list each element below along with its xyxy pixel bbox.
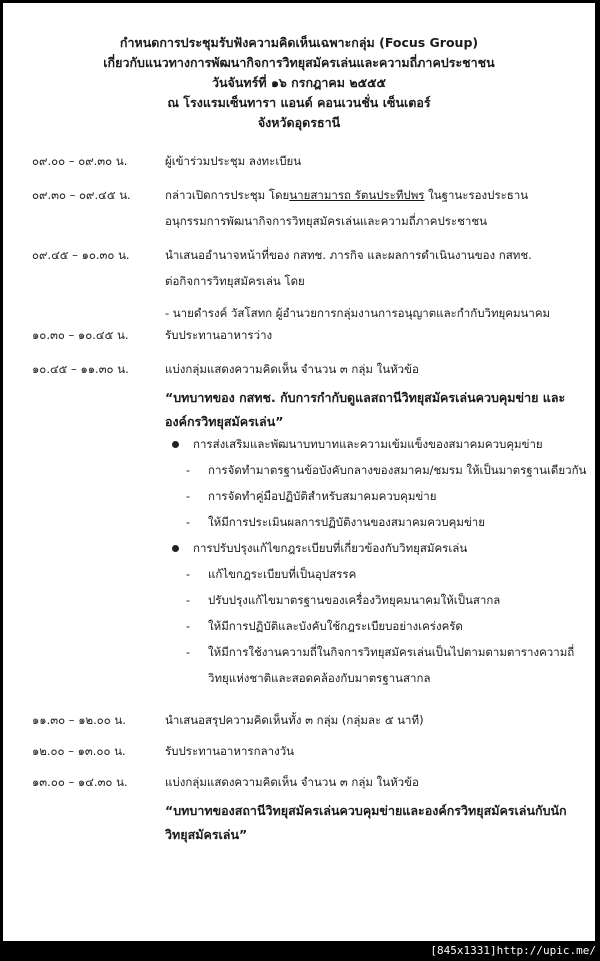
schedule-desc: ผู้เข้าร่วมประชุม ลงทะเบียน (165, 154, 302, 168)
speaker-line: - นายดำรงค์ วัสโสทก ผู้อำนวยการกลุ่มงานการอนุญาตและกำกับวิทยุคมนาคม (165, 306, 551, 320)
watermark-text: [845x1331]http://upic.me/ (430, 944, 596, 957)
header-title: กำหนดการประชุมรับฟังความคิดเห็นเฉพาะกลุ่ม (Focus Group) (119, 35, 479, 50)
bullet-text: การปรับปรุงแก้ไขกฎระเบียบที่เกี่ยวข้องกับวิทยุสมัครเล่น (193, 541, 468, 555)
topic-quote (165, 799, 575, 847)
schedule-desc: นำเสนออำนาจหน้าที่ของ กสทช. ภารกิจ และผลการดำเนินงานของ กสทช. (165, 248, 532, 262)
schedule-desc: อนุกรรมการพัฒนากิจการวิทยุสมัครเล่นและความถี่ภาคประชาชน (165, 214, 488, 228)
schedule-desc: แบ่งกลุ่มแสดงความคิดเห็น จำนวน ๓ กลุ่ม ในหัวข้อ (165, 775, 419, 789)
desc-text: ในฐานะรองประธาน (424, 188, 529, 202)
schedule-time: ๑๐.๓๐ – ๑๐.๔๕ น. (32, 328, 129, 342)
topic-line: องค์กรวิทยุสมัครเล่น” (165, 414, 284, 429)
topic-line: “บทบาทของสถานีวิทยุสมัครเล่นควบคุมข่ายและองค์กรวิทยุสมัครเล่นกับนัก (165, 803, 567, 818)
dash-icon: - (186, 463, 191, 477)
schedule-time: ๑๐.๔๕ – ๑๑.๓๐ น. (32, 362, 129, 376)
schedule-desc: รับประทานอาหารกลางวัน (165, 744, 295, 758)
schedule-time: ๑๒.๐๐ – ๑๓.๐๐ น. (32, 744, 126, 758)
dash-icon: - (186, 567, 191, 581)
header-venue: ณ โรงแรมเซ็นทารา แอนด์ คอนเวนชั่น เซ็นเตอร์ (167, 95, 431, 110)
schedule-time: ๐๙.๔๕ – ๑๐.๓๐ น. (32, 248, 130, 262)
schedule-desc (165, 182, 575, 208)
header-subtitle: เกี่ยวกับแนวทางการพัฒนากิจการวิทยุสมัครเล่นและความถี่ภาคประชาชน (103, 55, 495, 70)
schedule-desc: นำเสนอสรุปความคิดเห็นทั้ง ๓ กลุ่ม (กลุ่มละ ๕ นาที) (165, 713, 424, 727)
document-header (3, 33, 595, 133)
dash-icon: - (186, 619, 191, 633)
sub-text: ให้มีการใช้งานความถี่ในกิจการวิทยุสมัครเล่นเป็นไปตามตามตารางความถี่ (208, 645, 575, 659)
schedule-time: ๑๑.๓๐ – ๑๒.๐๐ น. (32, 713, 126, 727)
watermark-bar (0, 941, 600, 961)
header-date: วันจันทร์ที่ ๑๖ กรกฎาคม ๒๕๕๕ (211, 75, 387, 90)
schedule-time: ๑๓.๐๐ – ๑๔.๓๐ น. (32, 775, 128, 789)
speaker-name: นายสามารถ รัตนประทีปพร (289, 188, 425, 202)
bullet-text: การส่งเสริมและพัฒนาบทบาทและความเข้มแข็งของสมาคมควบคุมข่าย (193, 437, 543, 451)
sub-text: ให้มีการประเมินผลการปฏิบัติงานของสมาคมควบคุมข่าย (208, 515, 485, 529)
document-page (3, 3, 595, 941)
sub-text: แก้ไขกฎระเบียบที่เป็นอุปสรรค (208, 567, 357, 581)
dash-icon: - (186, 645, 191, 659)
sub-text: ปรับปรุงแก้ไขมาตรฐานของเครื่องวิทยุคมนาคมให้เป็นสากล (208, 593, 501, 607)
sub-text: ให้มีการปฏิบัติและบังคับใช้กฎระเบียบอย่างเคร่งครัด (208, 619, 463, 633)
dash-icon: - (186, 489, 191, 503)
sub-text: การจัดทำมาตรฐานข้อบังคับกลางของสมาคม/ชมรม ให้เป็นมาตรฐานเดียวกัน (208, 463, 587, 477)
desc-text: กล่าวเปิดการประชุม โดย (165, 188, 290, 202)
schedule-desc: รับประทานอาหารว่าง (165, 328, 273, 342)
bullet-icon (172, 441, 179, 448)
dash-icon: - (186, 593, 191, 607)
topic-line: วิทยุสมัครเล่น” (165, 827, 248, 842)
sub-text: การจัดทำคู่มือปฏิบัติสำหรับสมาคมควบคุมข่าย (208, 489, 437, 503)
bullet-icon (172, 545, 179, 552)
schedule-desc: ต่อกิจการวิทยุสมัครเล่น โดย (165, 274, 305, 288)
schedule-time: ๐๙.๐๐ – ๐๙.๓๐ น. (32, 154, 128, 168)
dash-icon: - (186, 515, 191, 529)
schedule-desc: แบ่งกลุ่มแสดงความคิดเห็น จำนวน ๓ กลุ่ม ในหัวข้อ (165, 362, 419, 376)
header-province: จังหวัดอุดรธานี (257, 115, 341, 130)
schedule-time: ๐๙.๓๐ – ๐๙.๔๕ น. (32, 188, 131, 202)
topic-line: “บทบาทของ กสทช. กับการกำกับดูแลสถานีวิทยุสมัครเล่นควบคุมข่าย และ (165, 390, 566, 405)
topic-quote (165, 386, 575, 434)
sub-text: วิทยุแห่งชาติและสอดคล้องกับมาตรฐานสากล (208, 671, 431, 685)
